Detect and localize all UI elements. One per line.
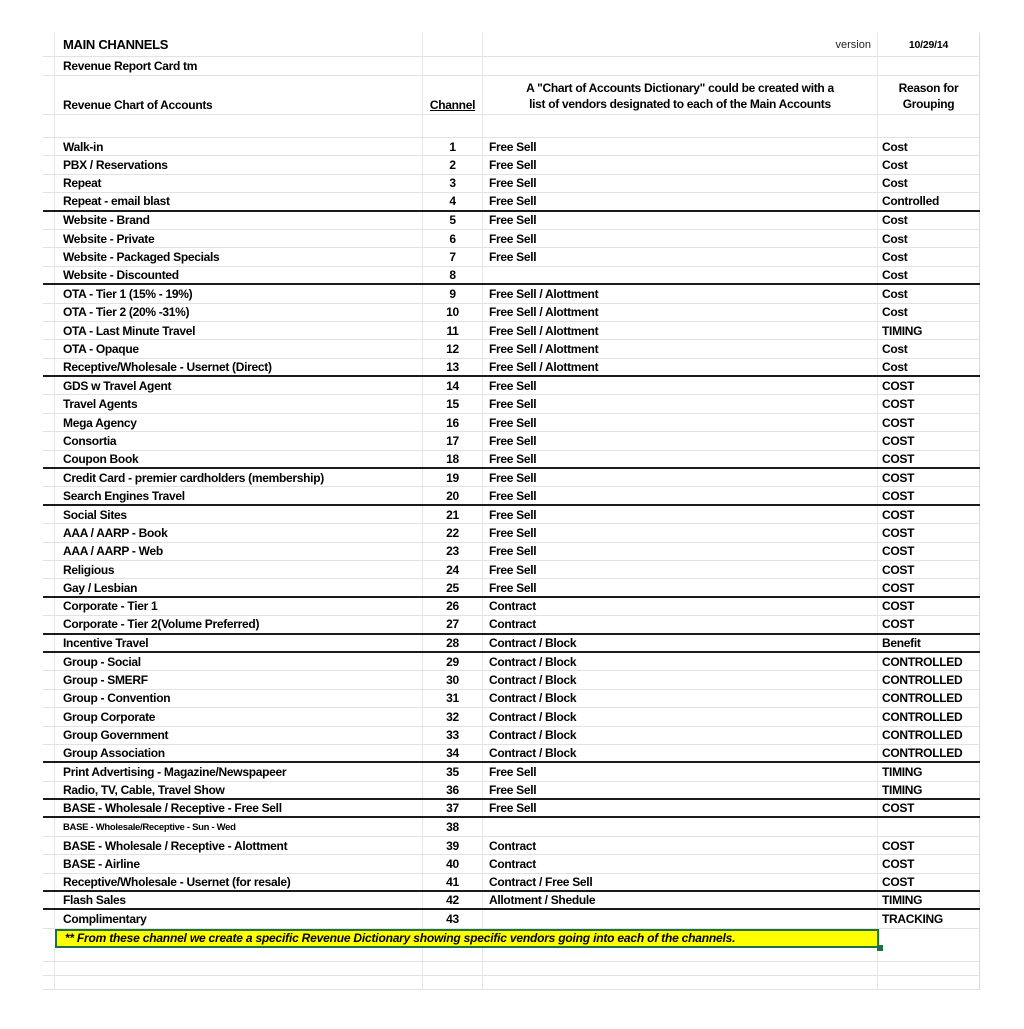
empty-cell: [879, 929, 980, 948]
reason-cell: COST: [878, 487, 980, 503]
reason-cell: COST: [878, 800, 980, 816]
channel-cell: 5: [423, 212, 483, 229]
account-cell: Consortia: [55, 432, 423, 449]
reason-column-header: [878, 76, 980, 114]
gutter-cell: [43, 359, 55, 375]
gutter-cell: [43, 818, 55, 835]
sell-type-cell: Contract / Block: [483, 690, 878, 707]
gutter-cell: [43, 727, 55, 744]
footnote-selected-cell[interactable]: ** From these channel we create a specific Revenue Dictionary showing specific vendors going into each of the channels.: [55, 929, 879, 948]
channel-cell: 21: [423, 506, 483, 523]
gutter-cell: [43, 193, 55, 209]
reason-cell: CONTROLLED: [878, 671, 980, 688]
gutter-cell: [43, 395, 55, 412]
account-cell: Print Advertising - Magazine/Newspapeer: [55, 763, 423, 780]
reason-cell: Cost: [878, 212, 980, 229]
channel-cell: 14: [423, 377, 483, 394]
empty-cell: [483, 115, 878, 137]
reason-cell: COST: [878, 874, 980, 890]
sell-type-cell: Free Sell: [483, 377, 878, 394]
channel-cell: 28: [423, 635, 483, 651]
dictionary-note-line1: A "Chart of Accounts Dictionary" could be created with a: [526, 80, 834, 95]
account-cell: Incentive Travel: [55, 635, 423, 651]
gutter-cell: [43, 138, 55, 155]
gutter-cell: [43, 579, 55, 595]
reason-cell: COST: [878, 377, 980, 394]
channel-cell: 4: [423, 193, 483, 209]
gutter-cell: [43, 414, 55, 431]
gutter-cell: [43, 874, 55, 890]
empty-cell: [483, 57, 878, 75]
table-row: [43, 671, 980, 689]
reason-cell: CONTROLLED: [878, 727, 980, 744]
empty-row: [43, 962, 980, 976]
sell-type-cell: Contract: [483, 598, 878, 615]
reason-cell: Cost: [878, 340, 980, 357]
sell-type-cell: Free Sell: [483, 414, 878, 431]
reason-header-line2: Grouping: [902, 96, 955, 111]
column-header-row: [43, 76, 980, 115]
account-cell: Website - Discounted: [55, 267, 423, 283]
account-cell: Radio, TV, Cable, Travel Show: [55, 782, 423, 798]
reason-cell: Cost: [878, 175, 980, 192]
account-cell: BASE - Airline: [55, 855, 423, 872]
gutter-cell: [43, 340, 55, 357]
sell-type-cell: Free Sell: [483, 543, 878, 560]
sell-type-cell: Free Sell: [483, 469, 878, 486]
account-cell: Credit Card - premier cardholders (membership): [55, 469, 423, 486]
account-cell: Coupon Book: [55, 451, 423, 467]
gutter-cell: [43, 543, 55, 560]
table-row: [43, 782, 980, 800]
channel-cell: 32: [423, 708, 483, 725]
gutter-cell: [43, 782, 55, 798]
account-cell: Website - Packaged Specials: [55, 248, 423, 265]
channel-cell: 43: [423, 910, 483, 927]
reason-cell: COST: [878, 395, 980, 412]
channel-cell: 13: [423, 359, 483, 375]
empty-cell: [878, 115, 980, 137]
table-row: [43, 874, 980, 892]
sell-type-cell: Contract: [483, 855, 878, 872]
table-row: [43, 579, 980, 597]
table-row: [43, 598, 980, 616]
account-cell: OTA - Last Minute Travel: [55, 322, 423, 339]
table-row: [43, 414, 980, 432]
gutter-cell: [43, 671, 55, 688]
empty-row: [43, 976, 980, 990]
reason-cell: TIMING: [878, 782, 980, 798]
account-cell: Complimentary: [55, 910, 423, 927]
gutter-cell: [43, 635, 55, 651]
gutter-cell: [43, 892, 55, 908]
reason-cell: CONTROLLED: [878, 653, 980, 670]
empty-cell: [423, 115, 483, 137]
table-row: [43, 322, 980, 340]
reason-cell: Cost: [878, 138, 980, 155]
footnote-row: [43, 929, 980, 948]
reason-cell: COST: [878, 855, 980, 872]
channel-cell: 2: [423, 156, 483, 173]
version-label: version: [835, 38, 871, 51]
reason-cell: COST: [878, 616, 980, 632]
sell-type-cell: Free Sell: [483, 506, 878, 523]
account-cell: BASE - Wholesale / Receptive - Alottment: [55, 837, 423, 854]
sell-type-cell: Free Sell: [483, 579, 878, 595]
channel-cell: 9: [423, 285, 483, 302]
gutter-cell: [43, 487, 55, 503]
channel-cell: 20: [423, 487, 483, 503]
gutter-cell: [43, 248, 55, 265]
gutter-cell: [43, 267, 55, 283]
reason-cell: TIMING: [878, 892, 980, 908]
table-row: [43, 690, 980, 708]
account-cell: Group - Social: [55, 653, 423, 670]
table-row: [43, 304, 980, 322]
channel-cell: 38: [423, 818, 483, 835]
table-row: [43, 359, 980, 377]
sell-type-cell: Free Sell: [483, 175, 878, 192]
accounts-column-header: Revenue Chart of Accounts: [55, 76, 423, 114]
reason-cell: [878, 818, 980, 835]
table-row: [43, 267, 980, 285]
gutter-cell: [43, 763, 55, 780]
reason-cell: Cost: [878, 156, 980, 173]
table-row: [43, 506, 980, 524]
gutter-cell: [43, 57, 55, 75]
gutter-cell: [43, 322, 55, 339]
account-cell: PBX / Reservations: [55, 156, 423, 173]
channel-cell: 8: [423, 267, 483, 283]
gutter-cell: [43, 800, 55, 816]
gutter-cell: [43, 76, 55, 114]
account-cell: OTA - Tier 2 (20% -31%): [55, 304, 423, 321]
sell-type-cell: Free Sell / Alottment: [483, 285, 878, 302]
account-cell: Corporate - Tier 2(Volume Preferred): [55, 616, 423, 632]
sell-type-cell: Free Sell: [483, 248, 878, 265]
table-row: [43, 653, 980, 671]
gutter-cell: [43, 506, 55, 523]
channel-cell: 22: [423, 524, 483, 541]
channel-cell: 12: [423, 340, 483, 357]
sell-type-cell: Free Sell: [483, 395, 878, 412]
gutter-cell: [43, 451, 55, 467]
sell-type-cell: Contract / Free Sell: [483, 874, 878, 890]
channel-cell: 41: [423, 874, 483, 890]
dictionary-note-line2: list of vendors designated to each of the Main Accounts: [529, 96, 831, 111]
account-cell: BASE - Wholesale / Receptive - Free Sell: [55, 800, 423, 816]
table-row: [43, 910, 980, 928]
reason-cell: COST: [878, 506, 980, 523]
table-row: [43, 524, 980, 542]
account-cell: Search Engines Travel: [55, 487, 423, 503]
reason-cell: Benefit: [878, 635, 980, 651]
channel-cell: 6: [423, 230, 483, 247]
table-row: [43, 745, 980, 763]
empty-cell: [423, 33, 483, 56]
reason-cell: Cost: [878, 359, 980, 375]
reason-cell: TIMING: [878, 763, 980, 780]
sheet-subtitle: Revenue Report Card tm: [55, 57, 423, 75]
channel-cell: 17: [423, 432, 483, 449]
gutter-cell: [43, 285, 55, 302]
empty-row: [43, 948, 980, 962]
sell-type-cell: Free Sell / Alottment: [483, 340, 878, 357]
gutter-cell: [43, 524, 55, 541]
channel-cell: 26: [423, 598, 483, 615]
gutter-cell: [43, 745, 55, 761]
spacer-row: [43, 115, 980, 138]
table-row: [43, 432, 980, 450]
table-row: [43, 763, 980, 781]
sell-type-cell: Free Sell / Alottment: [483, 322, 878, 339]
table-row: [43, 395, 980, 413]
gutter-cell: [43, 304, 55, 321]
sell-type-cell: Allotment / Shedule: [483, 892, 878, 908]
sell-type-cell: [483, 267, 878, 283]
account-cell: Repeat: [55, 175, 423, 192]
reason-cell: COST: [878, 561, 980, 578]
account-cell: Religious: [55, 561, 423, 578]
reason-cell: CONTROLLED: [878, 708, 980, 725]
sell-type-cell: Contract / Block: [483, 727, 878, 744]
gutter-cell: [43, 469, 55, 486]
sell-type-cell: Contract / Block: [483, 745, 878, 761]
table-row: [43, 837, 980, 855]
table-body: [43, 138, 980, 929]
account-cell: Group Corporate: [55, 708, 423, 725]
reason-cell: COST: [878, 524, 980, 541]
gutter-cell: [43, 598, 55, 615]
sell-type-cell: Contract / Block: [483, 653, 878, 670]
account-cell: Receptive/Wholesale - Usernet (for resale): [55, 874, 423, 890]
reason-cell: TRACKING: [878, 910, 980, 927]
sell-type-cell: Free Sell: [483, 212, 878, 229]
channel-cell: 30: [423, 671, 483, 688]
channel-cell: 25: [423, 579, 483, 595]
sell-type-cell: Free Sell: [483, 230, 878, 247]
gutter-cell: [43, 929, 55, 948]
selection-fill-handle[interactable]: [877, 945, 883, 951]
sell-type-cell: Contract: [483, 837, 878, 854]
sell-type-cell: Contract / Block: [483, 671, 878, 688]
reason-cell: Controlled: [878, 193, 980, 209]
reason-cell: Cost: [878, 230, 980, 247]
table-row: [43, 138, 980, 156]
gutter-cell: [43, 115, 55, 137]
account-cell: Corporate - Tier 1: [55, 598, 423, 615]
account-cell: Website - Private: [55, 230, 423, 247]
account-cell: Group - Convention: [55, 690, 423, 707]
account-cell: Website - Brand: [55, 212, 423, 229]
table-row: [43, 708, 980, 726]
gutter-cell: [43, 690, 55, 707]
account-cell: OTA - Tier 1 (15% - 19%): [55, 285, 423, 302]
account-cell: Gay / Lesbian: [55, 579, 423, 595]
channel-cell: 27: [423, 616, 483, 632]
account-cell: Group - SMERF: [55, 671, 423, 688]
channel-cell: 1: [423, 138, 483, 155]
sell-type-cell: Free Sell: [483, 782, 878, 798]
reason-cell: COST: [878, 837, 980, 854]
sell-type-cell: Free Sell: [483, 763, 878, 780]
reason-cell: COST: [878, 579, 980, 595]
gutter-cell: [43, 377, 55, 394]
gutter-cell: [43, 230, 55, 247]
channel-cell: 19: [423, 469, 483, 486]
account-cell: AAA / AARP - Book: [55, 524, 423, 541]
sell-type-cell: Free Sell: [483, 487, 878, 503]
table-row: [43, 800, 980, 818]
table-row: [43, 230, 980, 248]
sell-type-cell: [483, 910, 878, 927]
version-date-cell: [878, 33, 980, 56]
channel-cell: 3: [423, 175, 483, 192]
table-row: [43, 818, 980, 836]
account-cell: Flash Sales: [55, 892, 423, 908]
reason-cell: Cost: [878, 248, 980, 265]
sell-type-cell: Free Sell: [483, 432, 878, 449]
table-row: [43, 543, 980, 561]
reason-cell: COST: [878, 432, 980, 449]
table-row: [43, 487, 980, 505]
reason-cell: CONTROLLED: [878, 690, 980, 707]
table-row: [43, 561, 980, 579]
sell-type-cell: Free Sell: [483, 561, 878, 578]
channel-cell: 11: [423, 322, 483, 339]
header-row-title: [43, 33, 980, 57]
table-row: [43, 469, 980, 487]
sell-type-cell: Contract: [483, 616, 878, 632]
reason-cell: COST: [878, 451, 980, 467]
sell-type-cell: Free Sell: [483, 800, 878, 816]
channel-cell: 15: [423, 395, 483, 412]
gutter-cell: [43, 616, 55, 632]
sell-type-cell: Contract / Block: [483, 708, 878, 725]
table-row: [43, 340, 980, 358]
account-cell: BASE - Wholesale/Receptive - Sun - Wed: [55, 818, 423, 835]
channel-cell: 34: [423, 745, 483, 761]
table-row: [43, 377, 980, 395]
account-cell: AAA / AARP - Web: [55, 543, 423, 560]
channel-cell: 18: [423, 451, 483, 467]
table-row: [43, 248, 980, 266]
table-row: [43, 635, 980, 653]
channel-cell: 31: [423, 690, 483, 707]
reason-cell: Cost: [878, 267, 980, 283]
reason-cell: COST: [878, 414, 980, 431]
reason-cell: CONTROLLED: [878, 745, 980, 761]
channel-cell: 23: [423, 543, 483, 560]
gutter-cell: [43, 432, 55, 449]
channel-cell: 36: [423, 782, 483, 798]
gutter-cell: [43, 175, 55, 192]
reason-cell: COST: [878, 469, 980, 486]
gutter-cell: [43, 653, 55, 670]
account-cell: GDS w Travel Agent: [55, 377, 423, 394]
table-row: [43, 451, 980, 469]
channel-cell: 33: [423, 727, 483, 744]
gutter-cell: [43, 708, 55, 725]
account-cell: Social Sites: [55, 506, 423, 523]
channel-cell: 40: [423, 855, 483, 872]
sell-type-cell: Free Sell / Alottment: [483, 304, 878, 321]
sell-type-cell: Free Sell: [483, 524, 878, 541]
sell-type-cell: Free Sell: [483, 451, 878, 467]
table-row: [43, 285, 980, 303]
channel-cell: 10: [423, 304, 483, 321]
version-date: 10/29/14: [908, 38, 949, 51]
reason-cell: Cost: [878, 285, 980, 302]
empty-cell: [55, 115, 423, 137]
dictionary-note-header: [483, 76, 878, 114]
account-cell: Walk-in: [55, 138, 423, 155]
channel-column-header: Channel: [423, 76, 483, 114]
gutter-cell: [43, 855, 55, 872]
gutter-cell: [43, 33, 55, 56]
table-row: [43, 156, 980, 174]
table-row: [43, 727, 980, 745]
table-row: [43, 193, 980, 211]
table-row: [43, 892, 980, 910]
gutter-cell: [43, 212, 55, 229]
reason-cell: COST: [878, 598, 980, 615]
spreadsheet: [43, 33, 980, 990]
gutter-cell: [43, 837, 55, 854]
table-row: [43, 616, 980, 634]
sell-type-cell: Free Sell: [483, 193, 878, 209]
account-cell: Repeat - email blast: [55, 193, 423, 209]
account-cell: Group Association: [55, 745, 423, 761]
reason-cell: COST: [878, 543, 980, 560]
channel-cell: 39: [423, 837, 483, 854]
version-label-cell: [483, 33, 878, 56]
account-cell: Mega Agency: [55, 414, 423, 431]
reason-header-line1: Reason for: [898, 80, 959, 95]
reason-cell: Cost: [878, 304, 980, 321]
account-cell: Group Government: [55, 727, 423, 744]
account-cell: Receptive/Wholesale - Usernet (Direct): [55, 359, 423, 375]
account-cell: Travel Agents: [55, 395, 423, 412]
reason-cell: TIMING: [878, 322, 980, 339]
table-row: [43, 855, 980, 873]
sell-type-cell: Free Sell: [483, 138, 878, 155]
channel-cell: 37: [423, 800, 483, 816]
channel-cell: 24: [423, 561, 483, 578]
gutter-cell: [43, 156, 55, 173]
channel-cell: 16: [423, 414, 483, 431]
sell-type-cell: Free Sell / Alottment: [483, 359, 878, 375]
gutter-cell: [43, 910, 55, 927]
sheet-title: MAIN CHANNELS: [55, 33, 423, 56]
account-cell: OTA - Opaque: [55, 340, 423, 357]
channel-cell: 7: [423, 248, 483, 265]
channel-cell: 29: [423, 653, 483, 670]
empty-cell: [878, 57, 980, 75]
table-row: [43, 212, 980, 230]
sell-type-cell: Free Sell: [483, 156, 878, 173]
table-row: [43, 175, 980, 193]
gutter-cell: [43, 561, 55, 578]
empty-cell: [423, 57, 483, 75]
sell-type-cell: [483, 818, 878, 835]
channel-cell: 42: [423, 892, 483, 908]
header-row-subtitle: [43, 57, 980, 76]
sell-type-cell: Contract / Block: [483, 635, 878, 651]
channel-cell: 35: [423, 763, 483, 780]
